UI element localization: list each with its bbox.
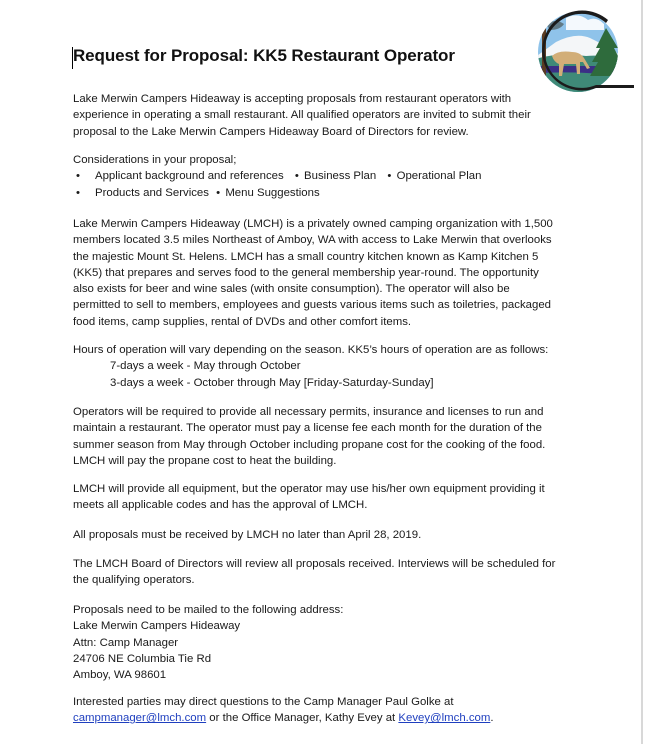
requirements-line: maintain a restaurant. The operator must pay a license fee each month for the duration of the xyxy=(73,422,542,435)
bullet-icon: • xyxy=(216,186,221,199)
about-paragraph xyxy=(73,216,553,330)
bullet-list-item xyxy=(73,185,481,201)
address-line: Lake Merwin Campers Hideaway xyxy=(73,620,241,633)
address-line: 24706 NE Columbia Tie Rd xyxy=(73,652,212,665)
intro-paragraph xyxy=(73,91,531,140)
document-title: Request for Proposal: KK5 Restaurant Operator xyxy=(73,46,455,65)
about-line: food items, camp supplies, rental of DVDs and other comfort items. xyxy=(73,315,412,328)
bullet-icon: • xyxy=(387,170,392,183)
about-line: permitted to sell to members, employees and guests various items such as toiletries, packaged xyxy=(73,299,552,312)
hours-intro: Hours of operation will vary depending on the season. KK5’s hours of operation are as follows: xyxy=(73,344,549,356)
equipment-line: meets all applicable codes and has the approval of LMCH. xyxy=(73,499,368,512)
hours-schedule-item: 3-days a week - October through May [Friday-Saturday-Sunday] xyxy=(110,376,434,389)
address-line: Amboy, WA 98601 xyxy=(73,669,167,682)
review-line: The LMCH Board of Directors will review all proposals received. Interviews will be scheduled for xyxy=(73,558,556,570)
considerations-section xyxy=(73,152,481,201)
considerations-heading: Considerations in your proposal; xyxy=(73,154,237,166)
consideration-item: Business Plan xyxy=(304,170,377,183)
intro-line: experience in operating a small restaurant. All qualified operators are invited to submit their xyxy=(73,109,531,122)
intro-line: proposal to the Lake Merwin Campers Hideaway Board of Directors for review. xyxy=(73,125,469,138)
requirements-line: Operators will be required to provide all necessary permits, insurance and licenses to run and xyxy=(73,406,544,418)
deadline-paragraph xyxy=(73,527,421,543)
hours-section xyxy=(73,342,548,391)
intro-line: Lake Merwin Campers Hideaway is accepting proposals from restaurant operators with xyxy=(73,93,512,105)
consideration-item: Menu Suggestions xyxy=(225,186,320,199)
camp-manager-email-link[interactable]: campmanager@lmch.com xyxy=(73,712,207,725)
review-line: the qualifying operators. xyxy=(73,574,195,587)
requirements-line: summer season from May through October including propane cost for the cooking of the food. xyxy=(73,438,546,451)
contact-middle-text: or the Office Manager, Kathy Evey at xyxy=(206,712,399,725)
requirements-line: LMCH will pay the propane cost to heat the building. xyxy=(73,454,337,467)
office-manager-email-link[interactable]: Kevey@lmch.com xyxy=(398,712,491,725)
bullet-icon: • xyxy=(76,186,80,199)
consideration-item: Products and Services xyxy=(95,186,209,199)
review-paragraph xyxy=(73,556,555,589)
consideration-item: Operational Plan xyxy=(396,170,482,183)
address-line: Attn: Camp Manager xyxy=(73,636,179,649)
about-line: members located 3.5 miles Northeast of Amboy, WA with access to Lake Merwin that overlooks xyxy=(73,234,552,247)
page-right-border xyxy=(641,0,643,744)
about-line: the majestic Mount St. Helens. LMCH has a small country kitchen known as Kamp Kitchen 5 xyxy=(73,250,539,263)
mailing-intro: Proposals need to be mailed to the following address: xyxy=(73,604,344,616)
equipment-line: LMCH will provide all equipment, but the operator may use his/her own equipment providing it xyxy=(73,483,545,495)
consideration-item: Applicant background and references xyxy=(95,170,284,183)
contact-line: Interested parties may direct questions to the Camp Manager Paul Golke at xyxy=(73,696,454,708)
bullet-icon: • xyxy=(294,170,299,183)
equipment-paragraph xyxy=(73,481,545,514)
requirements-paragraph xyxy=(73,404,545,469)
about-line: Lake Merwin Campers Hideaway (LMCH) is a privately owned camping organization with 1,500 xyxy=(73,218,553,230)
contact-line-2 xyxy=(73,710,494,726)
hours-schedule-item: 7-days a week - May through October xyxy=(110,360,301,373)
about-line: also exists for beer and wine sales (with onsite consumption). The operator will also be xyxy=(73,283,510,296)
deadline-text: All proposals must be received by LMCH no later than April 28, 2019. xyxy=(73,529,422,541)
contact-paragraph xyxy=(73,694,494,727)
contact-end-text: . xyxy=(490,712,494,725)
mailing-section xyxy=(73,602,343,683)
camp-logo-icon xyxy=(526,8,640,96)
bullet-list-item xyxy=(73,168,481,184)
about-line: (KK5) that prepares and serves food to the general membership year-round. The opportunity xyxy=(73,266,539,279)
bullet-icon: • xyxy=(76,170,80,183)
